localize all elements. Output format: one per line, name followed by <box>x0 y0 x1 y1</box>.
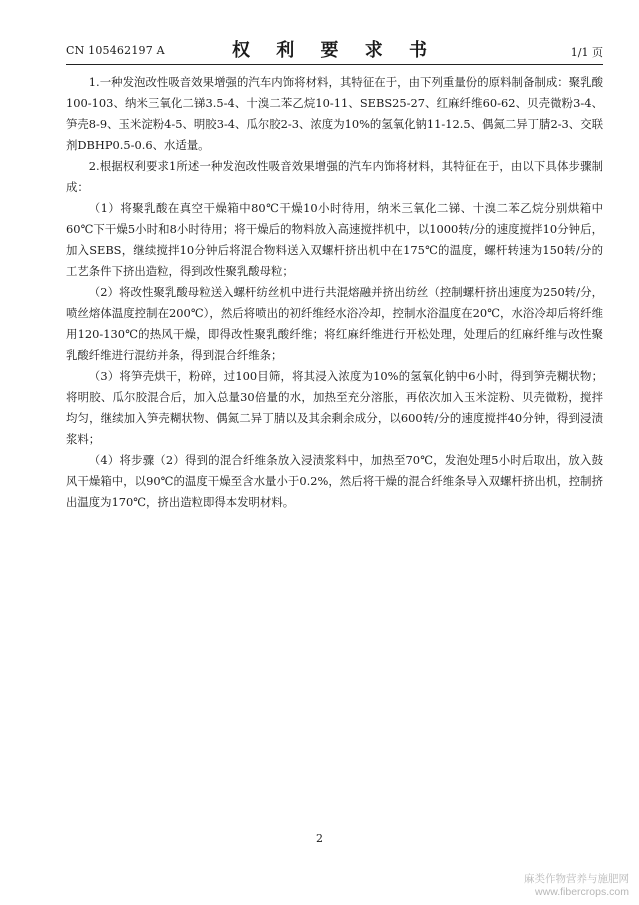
page-number: 2 <box>316 832 323 845</box>
claim-2: 2.根据权利要求1所述一种发泡改性吸音效果增强的汽车内饰将材料，其特征在于，由以下具体步骤制成： <box>66 159 603 194</box>
claims-body <box>66 72 603 513</box>
claim-2-step-4: （4）将步骤（2）得到的混合纤维条放入浸渍浆料中，加热至70℃，发泡处理5小时后取出，放入鼓风干燥箱中，以90℃的温度干燥至含水量小于0.2%，然后将干燥的混合纤维条导入双螺杆挤出机，控制挤出温度为170℃，挤出造粒即得本发明材料。 <box>66 453 603 509</box>
document-number: CN 105462197 A <box>66 44 165 57</box>
watermark-url: www.fibercrops.com <box>535 886 629 898</box>
claim-2-step-3: （3）将笋壳烘干，粉碎，过100目筛，将其浸入浓度为10%的氢氧化钠中6小时，得到笋壳糊状物；将明胶、瓜尔胶混合后，加入总量30倍量的水，加热至充分溶胀，再依次加入玉米淀粉、贝壳微粉，搅拌均匀，继续加入笋壳糊状物、偶氮二异丁腈以及其余剩余成分，以600转/分的速度搅拌40分钟，得到浸渍浆料； <box>66 369 603 446</box>
claim-1: 1.一种发泡改性吸音效果增强的汽车内饰将材料，其特征在于，由下列重量份的原料制备制成：聚乳酸100-103、纳米三氧化二锑3.5-4、十溴二苯乙烷10-11、SEBS25-27、红麻纤维60-62、贝壳微粉3-4、笋壳8-9、玉米淀粉4-5、明胶3-4、瓜尔胶2-3、浓度为10%的氢氧化钠11-12.5、偶氮二异丁腈2-3、交联剂DBHP0.5-0.6、水适量。 <box>66 75 603 152</box>
document-title: 权 利 要 求 书 <box>231 40 438 61</box>
site-watermark <box>524 873 629 899</box>
header-divider <box>66 64 603 65</box>
claim-2-step-1: （1）将聚乳酸在真空干燥箱中80℃干燥10小时待用，纳米三氧化二锑、十溴二苯乙烷分别烘箱中60℃下干燥5小时和8小时待用；将干燥后的物料放入高速搅拌机中，以1000转/分的速度搅拌10分钟后，加入SEBS，继续搅拌10分钟后将混合物料送入双螺杆挤出机中在175℃的温度，螺杆转速为150转/分的工艺条件下挤出造粒，得到改性聚乳酸母粒； <box>66 201 603 278</box>
page-header <box>66 36 603 62</box>
watermark-site-name: 麻类作物营养与施肥网 <box>524 873 629 885</box>
page-indicator: 1/1 页 <box>570 46 603 59</box>
claim-2-step-2: （2）将改性聚乳酸母粒送入螺杆纺丝机中进行共混熔融并挤出纺丝（控制螺杆挤出速度为250转/分，喷丝熔体温度控制在200℃），然后将喷出的初纤维经水浴冷却，控制水浴温度在20℃，水浴冷却后将纤维用120-130℃的热风干燥，即得改性聚乳酸纤维；将红麻纤维进行开松处理，处理后的红麻纤维与改性聚乳酸纤维进行混纺并条，得到混合纤维条； <box>66 285 603 362</box>
